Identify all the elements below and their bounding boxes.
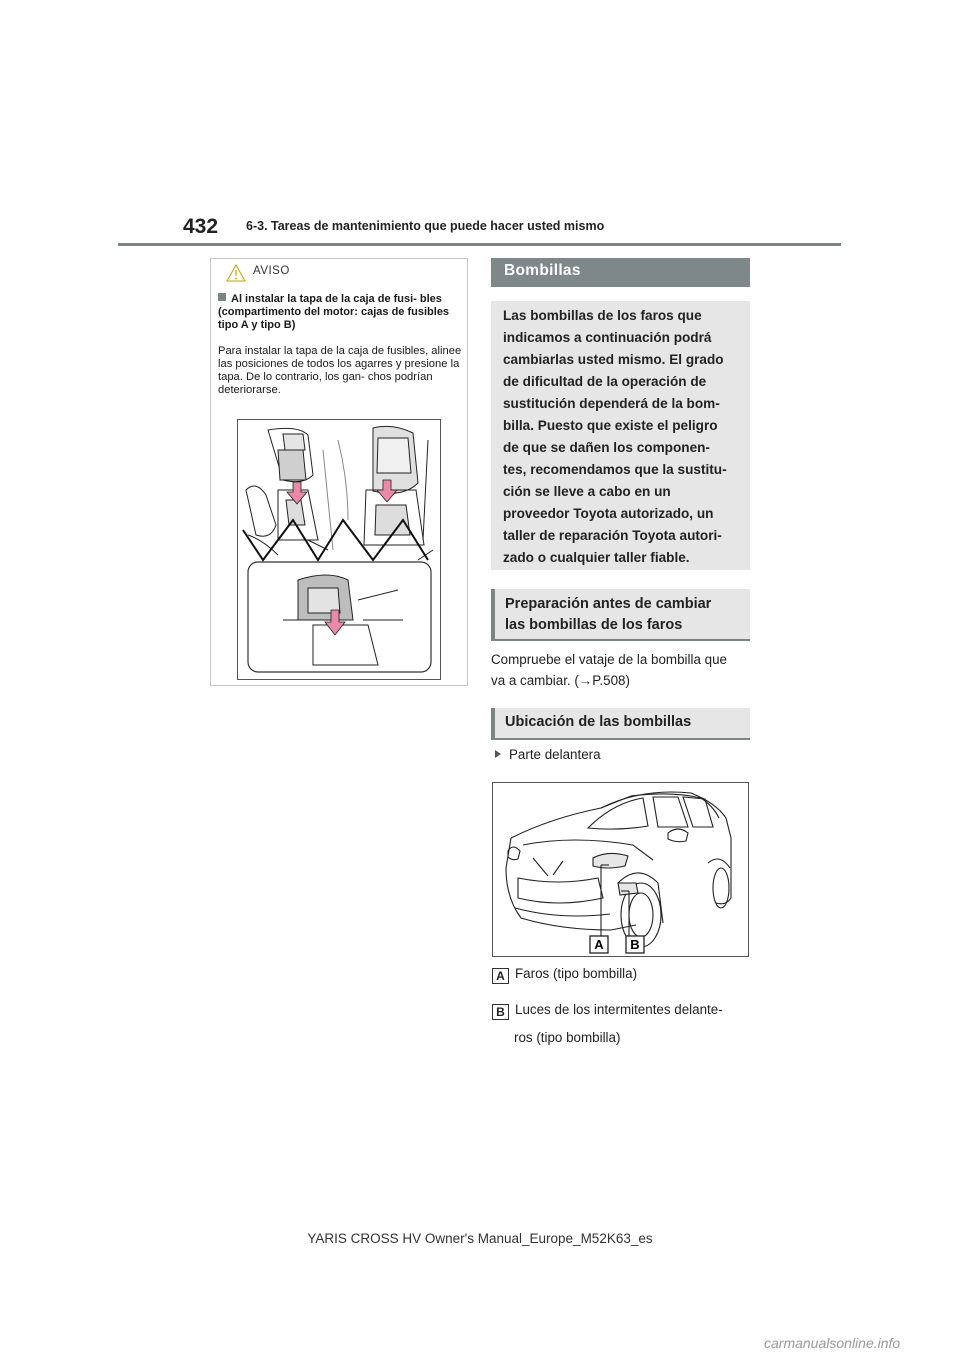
callout-a — [590, 936, 608, 953]
intro-line: de dificultad de la operación de — [503, 374, 707, 389]
triangle-bullet-icon — [495, 750, 501, 758]
location-heading: Ubicación de las bombillas — [491, 708, 750, 740]
intro-line: de que se dañen los componen- — [503, 440, 710, 455]
preparation-text: Compruebe el vataje de la bombilla que va a cambiar. (→P.508) — [491, 649, 753, 691]
front-bullet: Parte delantera — [495, 747, 601, 762]
intro-line: zado o cualquier taller fiable. — [503, 550, 690, 565]
warning-header — [211, 259, 467, 287]
legend-b-continuation: ros (tipo bombilla) — [514, 1030, 621, 1045]
fuse-box-illustration — [237, 419, 441, 680]
header-rule — [118, 243, 841, 246]
intro-line: proveedor Toyota autorizado, un — [503, 506, 714, 521]
intro-line: cambiarlas usted mismo. El grado — [503, 352, 724, 367]
legend-a: A Faros (tipo bombilla) — [492, 966, 637, 984]
page-reference-link[interactable]: va a cambiar. (→P.508) — [491, 673, 630, 688]
square-bullet-icon — [218, 293, 226, 301]
warning-title: Al instalar la tapa de la caja de fusi- bles (compartimento del motor: cajas de fusibles tipo A y tipo B) — [218, 293, 450, 331]
fuse-box-drawing — [238, 420, 440, 679]
intro-line: Las bombillas de los faros que — [503, 308, 702, 323]
car-front-illustration — [492, 782, 749, 957]
callout-b-label: B — [630, 937, 640, 952]
page-number: 432 — [183, 215, 219, 238]
bulbs-heading: Bombillas — [491, 258, 750, 287]
intro-line: taller de reparación Toyota autori- — [503, 528, 722, 543]
intro-line: tes, recomendamos que la sustitu- — [503, 462, 727, 477]
watermark: carmanualsonline.info — [764, 1335, 901, 1351]
callout-a-label: A — [594, 937, 604, 952]
intro-line: indicamos a continuación podrá — [503, 330, 712, 345]
legend-b: B Luces de los intermitentes delante- — [492, 1002, 723, 1020]
bulbs-intro-box — [491, 301, 750, 570]
preparation-heading: Preparación antes de cambiar las bombillas de los faros — [491, 589, 750, 641]
intro-line: sustitución dependerá de la bom- — [503, 396, 720, 411]
section-title: 6-3. Tareas de mantenimiento que puede hacer usted mismo — [246, 219, 605, 233]
callout-b — [626, 936, 644, 953]
warning-body: Para instalar la tapa de la caja de fusibles, alinee las posiciones de todos los agarres y presione la tapa. De lo contrario, los gan- chos podrían deteriorarse. — [218, 345, 462, 396]
warning-box — [210, 258, 468, 686]
intro-line: billa. Puesto que existe el peligro — [503, 418, 718, 433]
warning-triangle-icon — [225, 263, 247, 283]
intro-line: ción se lleve a cabo en un — [503, 484, 671, 499]
car-drawing — [493, 783, 748, 956]
warning-label: AVISO — [253, 265, 290, 277]
legend-b-key: B — [492, 1004, 509, 1020]
legend-a-key: A — [492, 968, 509, 984]
footer: YARIS CROSS HV Owner's Manual_Europe_M52K63_es — [307, 1231, 653, 1246]
